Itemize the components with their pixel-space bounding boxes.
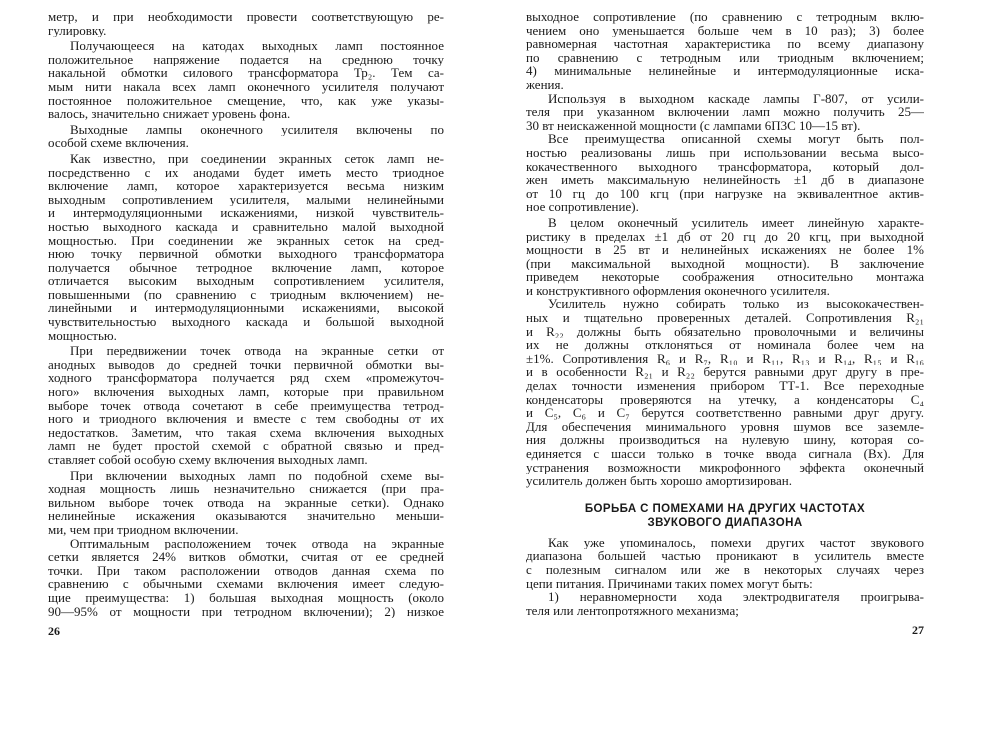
text-line: кокачественного выходного трансформатора, который дол- xyxy=(526,159,924,174)
text-line: приведем некоторые соображения относительно монтажа xyxy=(526,270,924,284)
text-line: делах точности изменения прибором ТТ-1. Все переходные xyxy=(526,379,924,393)
page-number-right: 27 xyxy=(912,623,924,638)
text-line: отличается высоким выходным сопротивлением усилителя, xyxy=(48,274,444,288)
text-line: щие преимущества: 1) большая выходная мощность (около xyxy=(48,590,444,605)
text-line: ламп не будет простой схемой с обратной связью и пред- xyxy=(48,439,444,453)
text-line: жен иметь максимальную нелинейность ±1 дб в диапазоне xyxy=(526,173,924,187)
text-line: жения. xyxy=(526,77,564,92)
text-line: выходное сопротивление (по сравнению с тетродным вклю- xyxy=(526,10,924,24)
text-line: Все преимущества описанной схемы могут быть пол- xyxy=(548,132,924,146)
text-line: единяется с шасси только в точке ввода сигнала (Bx). Для xyxy=(526,447,924,461)
text-line: сетки является 24% витков обмотки, считая от ее средней xyxy=(48,550,444,564)
text-line: по сравнению с тетродным или триодным включением; xyxy=(526,50,924,65)
text-line: ми, чем при триодном включении. xyxy=(48,522,239,537)
text-line: устранения возможности микрофонного эффекта оконечный xyxy=(526,460,924,475)
right-page-body-after-heading xyxy=(526,536,924,618)
right-page xyxy=(500,0,1000,734)
text-line: линейными и интермодуляционными искажениями, высокой xyxy=(48,301,444,316)
text-line: и в особенности R₂₁ и R₂₂ берутся равными друг другу в пре- xyxy=(526,365,924,380)
text-line: накальной обмотки силового трансформатора Тр₂. Тем са- xyxy=(48,66,444,80)
section-heading-line-2: ЗВУКОВОГО ДИАПАЗОНА xyxy=(647,516,803,529)
text-line: ное сопротивление). xyxy=(526,200,639,214)
right-page-text-column xyxy=(526,10,924,637)
text-line: Используя в выходном каскаде лампы Г-807, от усили- xyxy=(548,91,924,106)
text-line: включение ламп, которое характеризуется весьма низким xyxy=(48,179,444,193)
text-line: теля при указанном включении ламп можно получить 25— xyxy=(526,105,924,119)
text-line: валось, значительно снижает уровень фона. xyxy=(48,107,291,121)
text-line: ного» включения выходных ламп, которые при правильном xyxy=(48,385,444,399)
text-line: 90—95% от мощности при тетродном включении); 2) низкое xyxy=(48,604,444,619)
text-line: Получающееся на катодах выходных ламп постоянное xyxy=(70,39,444,53)
left-page-body xyxy=(48,10,444,618)
text-line: от 10 гц до 100 кгц (при нагрузке на эквивалентное актив- xyxy=(526,186,924,201)
text-line: анодных выводов до средней точки первичной обмотки вы- xyxy=(48,357,444,372)
text-line: нюю точку первичной обмотки выходного трансформатора xyxy=(48,247,444,261)
text-line: их не должны отклоняться от номинала более чем на xyxy=(526,338,924,352)
text-line: ходного трансформатора получается ряд схем «промежуточ- xyxy=(48,371,444,386)
text-line: выборе точек отвода сочетают в себе преимущества тетрод- xyxy=(48,398,444,413)
text-line: положительное напряжение подается на среднюю точку xyxy=(48,52,444,67)
text-line: и C₅, C₆ и C₇ берутся соответственно равными друг другу. xyxy=(526,406,924,420)
text-line: чувствительностью выходного каскада и большой выходной xyxy=(48,315,444,329)
text-line: ставляет собой особую схему включения выходных ламп. xyxy=(48,453,368,467)
text-line: диапазона большей частью проникают в усилитель вместе xyxy=(526,549,924,563)
section-heading-line-1: БОРЬБА С ПОМЕХАМИ НА ДРУГИХ ЧАСТОТАХ xyxy=(584,502,866,515)
text-line: Усилитель нужно собирать только из высококачествен- xyxy=(548,297,924,312)
text-line: теля или лентопротяжного механизма; xyxy=(526,603,739,618)
text-line: мощностью. xyxy=(48,328,117,343)
text-line: гулировку. xyxy=(48,23,107,38)
text-line: ния должны производиться на нулевую шину, которая со- xyxy=(526,433,924,447)
text-line: конденсаторы проверяются на утечку, а конденсаторы C₄ xyxy=(526,392,924,407)
text-line: Как известно, при соединении экранных сеток ламп не- xyxy=(70,151,444,166)
text-line: выходным сопротивлением усилителя, малыми нелинейными xyxy=(48,192,444,207)
text-line: ных и тщательно проверенных деталей. Сопротивления R₂₁ xyxy=(526,311,924,325)
text-line: получается обычное тетродное включение ламп, которое xyxy=(48,260,444,275)
text-line: Для обеспечения минимального уровня шумов все заземле- xyxy=(526,419,924,434)
text-line: 4) минимальные нелинейные и интермодуляционные иска- xyxy=(526,64,924,78)
text-line: 30 вт неискаженной мощности (с лампами 6П3С 10—15 вт). xyxy=(526,118,861,133)
text-line: и конструктивного оформления оконечного усилителя. xyxy=(526,283,830,298)
text-line: нелинейные искажения оказываются значительно меньши- xyxy=(48,509,444,523)
text-line: ностью реализованы лишь при использовании весьма высо- xyxy=(526,145,924,160)
text-line: цепи питания. Причинами таких помех могут быть: xyxy=(526,576,813,591)
text-line: Оптимальным расположением точек отвода на экранные xyxy=(70,536,444,551)
left-page-text-column xyxy=(48,10,444,638)
page-number-left: 26 xyxy=(48,624,60,639)
text-line: ного и триодного включения и вместе с тем свободны от их xyxy=(48,412,444,426)
text-line: и интермодуляционными искажениями, низкой чувствитель- xyxy=(48,206,444,220)
text-line: недостатков. Заметим, что такая схема включения выходных xyxy=(48,425,444,440)
section-heading xyxy=(526,502,924,530)
text-line: чением оно уменьшается больше чем в 10 раз); 3) более xyxy=(526,23,924,38)
text-line: Выходные лампы оконечного усилителя включены по xyxy=(70,122,444,137)
text-line: равномерная частотная характеристика по всему диапазону xyxy=(526,37,924,51)
text-line: 1) неравномерности хода электродвигателя проигрыва- xyxy=(548,590,924,604)
text-line: усилитель должен быть хорошо амортизирован. xyxy=(526,474,792,488)
text-line: вильном выборе точек отвода на экранные сетки). Однако xyxy=(48,495,444,510)
text-line: особой схеме включения. xyxy=(48,136,189,150)
text-line: посредственно с их анодами будет иметь место триодное xyxy=(48,165,444,180)
text-line: При передвижении точек отвода на экранные сетки от xyxy=(70,344,444,358)
text-line: Как уже упоминалось, помехи других частот звукового xyxy=(548,535,924,550)
text-line: мым нити накала всех ламп оконечного усилителя получают xyxy=(48,79,444,94)
text-line: мощностью. При соединении же экранных сеток на сред- xyxy=(48,233,444,248)
text-line: сравнению с обычными схемами включения имеет следую- xyxy=(48,577,444,591)
text-line: постоянное положительное смещение, что, как уже указы- xyxy=(48,93,444,108)
text-line: повышенными (по сравнению с триодным включением) не- xyxy=(48,287,444,302)
text-line: мощности в 25 вт и нелинейных искажениях не более 1% xyxy=(526,243,924,257)
text-line: ±1%. Сопротивления R₆ и R₇, R₁₀ и R₁₁, R₁₃ и R₁₄, R₁₅ и R₁₆ xyxy=(526,351,924,366)
right-page-body-before-heading xyxy=(526,10,924,488)
text-line: ходная мощность лишь незначительно снижается (при пра- xyxy=(48,482,444,496)
text-line: При включении выходных ламп по подобной схеме вы- xyxy=(70,468,444,483)
text-line: (при максимальной выходной мощности). В заключение xyxy=(526,256,924,271)
text-line: точки. При таком расположении отводов данная схема по xyxy=(48,563,444,578)
text-line: В целом оконечный усилитель имеет линейную характе- xyxy=(548,215,924,230)
text-line: с полезным сигналом или же в некоторых случаях через xyxy=(526,562,924,577)
text-line: метр, и при необходимости провести соответствующую ре- xyxy=(48,10,444,24)
text-line: ристику в пределах ±1 дб от 20 гц до 20 кгц, при выходной xyxy=(526,229,924,244)
text-line: ностью выходного каскада и сравнительно малой выходной xyxy=(48,219,444,234)
text-line: и R₂₂ должны быть обязательно проволочными и величины xyxy=(526,324,924,339)
